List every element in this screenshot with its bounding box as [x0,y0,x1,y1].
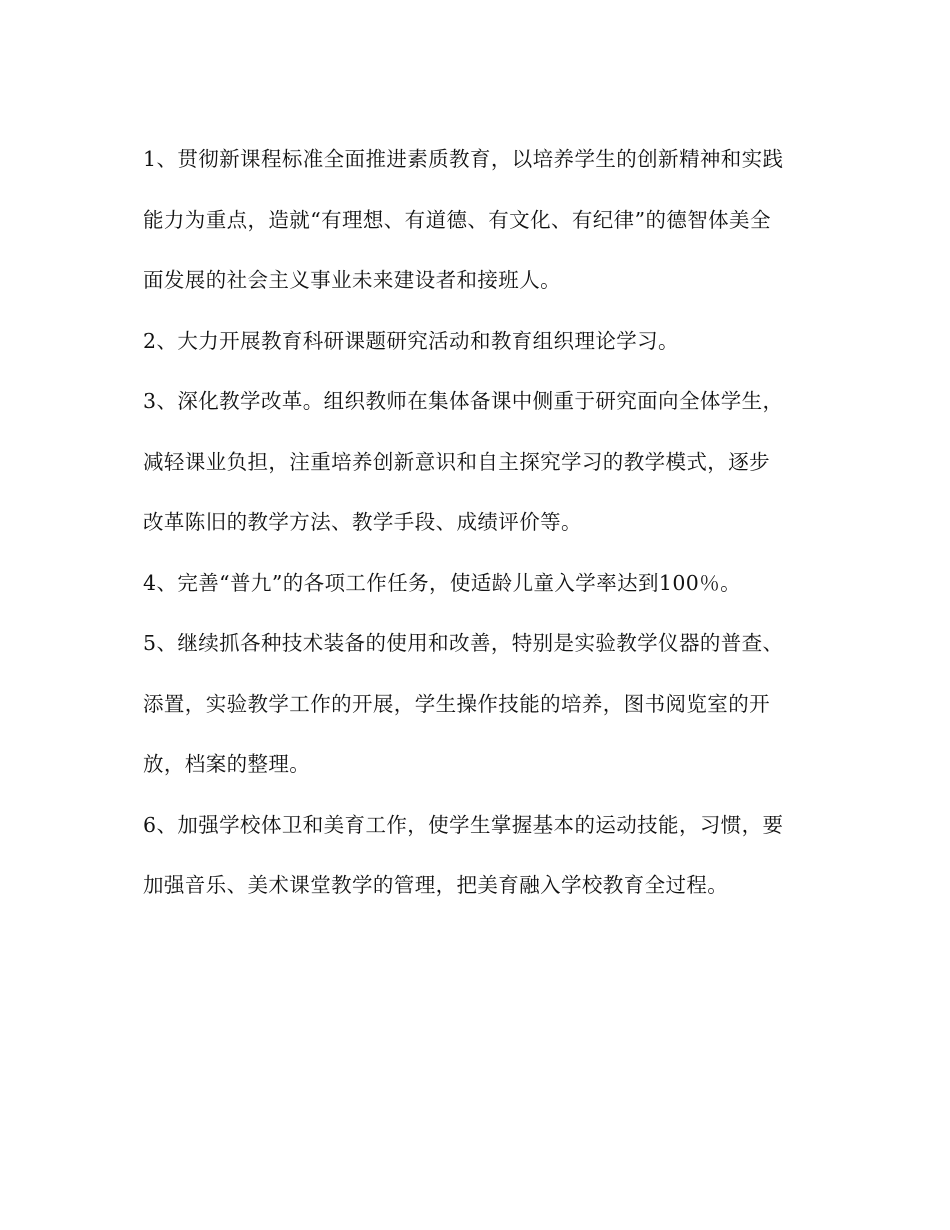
document-body [143,129,808,916]
paragraph-6 [143,795,808,916]
paragraph-line: 6、加强学校体卫和美育工作，使学生掌握基本的运动技能，习惯，要 [143,812,784,837]
paragraph-line: 改革陈旧的教学方法、教学手段、成绩评价等。 [143,510,582,534]
paragraph-line: 放，档案的整理。 [143,752,311,776]
paragraph-2 [143,311,808,372]
paragraph-line: 面发展的社会主义事业未来建设者和接班人。 [143,268,561,292]
paragraph-line: 加强音乐、美术课堂教学的管理，把美育融入学校教育全过程。 [143,873,729,897]
paragraph-1 [143,129,808,311]
paragraph-line: 1、贯彻新课程标准全面推进素质教育，以培养学生的创新精神和实践 [143,147,784,171]
paragraph-line: 减轻课业负担，注重培养创新意识和自主探究学习的教学模式，逐步 [143,449,770,474]
paragraph-line: 4、完善“普九”的各项工作任务，使适龄儿童入学率达到100％。 [143,570,742,595]
paragraph-line: 能力为重点，造就“有理想、有道德、有文化、有纪律”的德智体美全 [143,207,771,232]
paragraph-5 [143,613,808,795]
paragraph-line: 2、大力开展教育科研课题研究活动和教育组织理论学习。 [143,328,679,353]
paragraph-line: 添置，实验教学工作的开展，学生操作技能的培养，图书阅览室的开 [143,691,770,716]
paragraph-line: 5、继续抓各种技术装备的使用和改善，特别是实验教学仪器的普查、 [143,631,784,655]
paragraph-line: 3、深化教学改革。组织教师在集体备课中侧重于研究面向全体学生， [143,389,784,413]
paragraph-4 [143,553,808,614]
paragraph-3 [143,371,808,553]
